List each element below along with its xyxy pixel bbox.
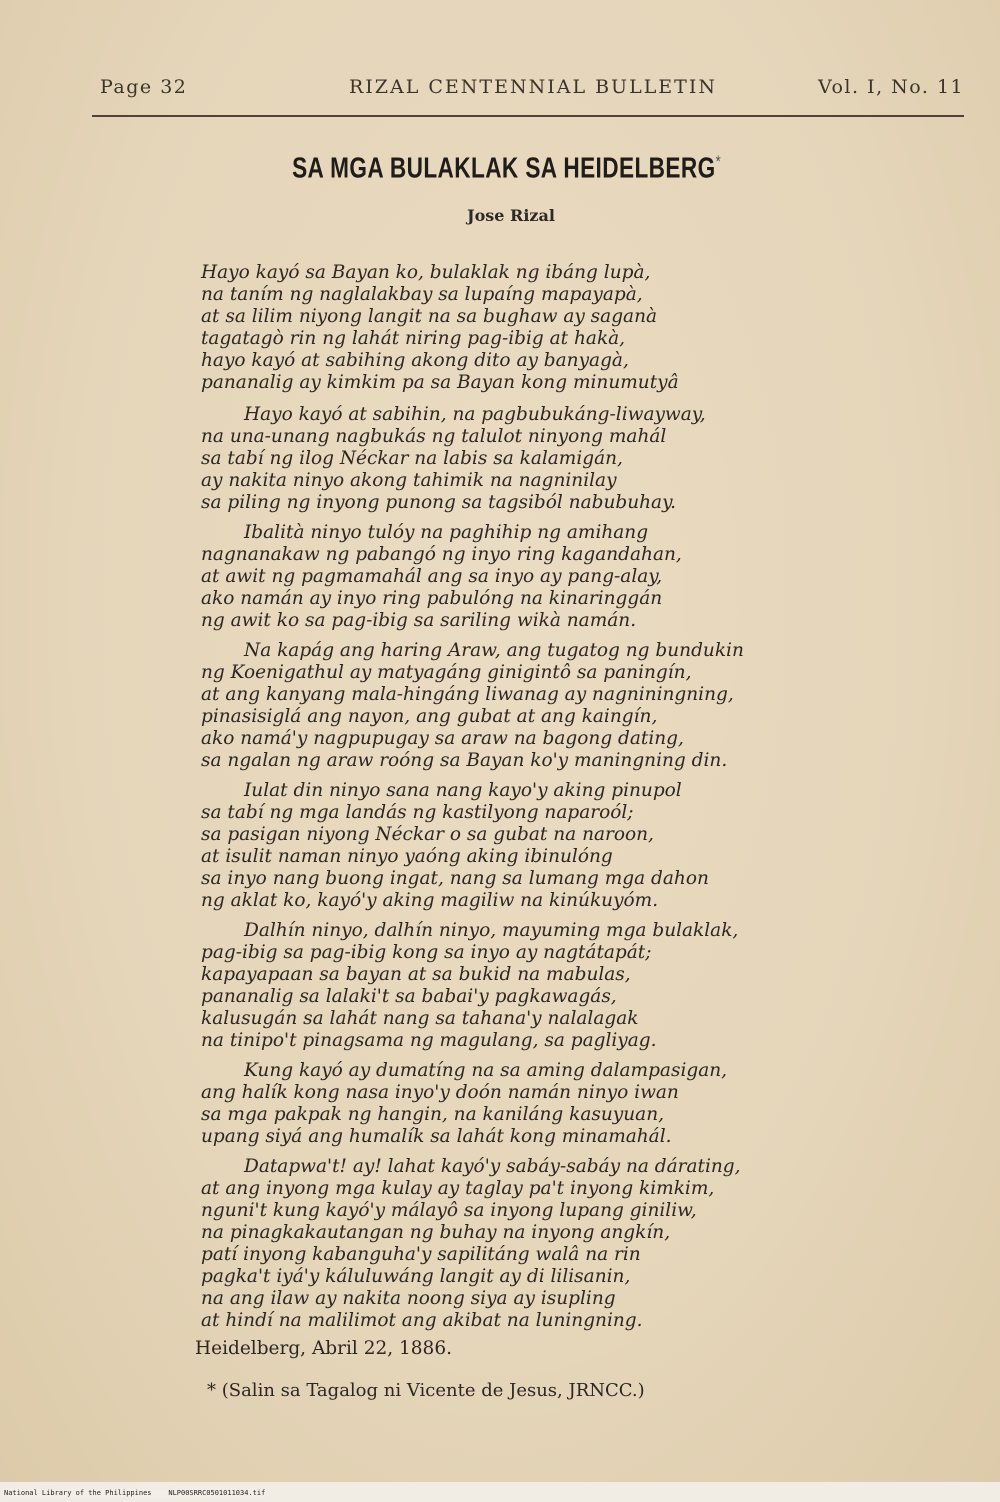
- poem-line: Na kapág ang haring Araw, ang tugatog ng bundukin: [244, 640, 744, 661]
- poem-line: at sa lilim niyong langit na sa bughaw ay saganà: [201, 306, 658, 327]
- poem-line: na tinipo't pinagsama ng magulang, sa pagliyag.: [201, 1030, 657, 1051]
- poem-title-text: SA MGA BULAKLAK SA HEIDELBERG: [292, 152, 716, 185]
- poem-line: Kung kayó ay dumatíng na sa aming dalampasigan,: [244, 1060, 728, 1081]
- poem-line: ng awit ko sa pag-ibig sa sariling wikà namán.: [201, 610, 637, 631]
- poem-line: na taním ng naglalakbay sa lupaíng mapayapà,: [201, 284, 643, 305]
- poem-line: ng aklat ko, kayó'y aking magiliw na kinúkuyóm.: [201, 890, 659, 911]
- page-number: Page 32: [100, 76, 188, 98]
- poem-line: sa inyo nang buong ingat, nang sa lumang mga dahon: [201, 868, 709, 889]
- poem-line: ako namán ay inyo ring pabulóng na kinaringgán: [201, 588, 663, 609]
- scan-identifier: National Library of the Philippines NLP00SRRC0501011034.tif: [4, 1489, 266, 1497]
- poem-line: pag-ibig sa pag-ibig kong sa inyo ay nagtátapát;: [201, 942, 652, 963]
- poem-line: at ang kanyang mala-hingáng liwanag ay nagniningning,: [201, 684, 734, 705]
- poem-line: at ang inyong mga kulay ay taglay pa't inyong kimkim,: [201, 1178, 715, 1199]
- poem-line: at isulit naman ninyo yaóng aking ibinulóng: [201, 846, 613, 867]
- poem-line: nguni't kung kayó'y málayô sa inyong lupang giniliw,: [201, 1200, 697, 1221]
- poem-line: patí inyong kabanguha'y sapilitáng walâ na rin: [201, 1244, 641, 1265]
- poem-line: na ang ilaw ay nakita noong siya ay isupling: [201, 1288, 616, 1309]
- poem-line: ay nakita ninyo akong tahimik na nagninilay: [201, 470, 617, 491]
- poem-line: nagnanakaw ng pabangó ng inyo ring kagandahan,: [201, 544, 682, 565]
- poem-line: sa tabí ng mga landás ng kastilyong naparoól;: [201, 802, 634, 823]
- journal-title: RIZAL CENTENNIAL BULLETIN: [349, 76, 717, 98]
- poem-line: Hayo kayó sa Bayan ko, bulaklak ng ibáng lupà,: [201, 262, 651, 283]
- poem-line: ng Koenigathul ay matyagáng ginigintô sa paningín,: [201, 662, 692, 683]
- poem-line: pagka't iyá'y káluluwáng langit ay di lilisanin,: [201, 1266, 631, 1287]
- poem-line: sa mga pakpak ng hangin, na kaniláng kasuyuan,: [201, 1104, 664, 1125]
- poem-line: Ibalità ninyo tulóy na paghihip ng amihang: [244, 522, 649, 543]
- poem-line: upang siyá ang humalík sa lahát kong minamahál.: [201, 1126, 672, 1147]
- translation-footnote: * (Salin sa Tagalog ni Vicente de Jesus, JRNCC.): [207, 1380, 645, 1401]
- poem-line: at hindí na malilimot ang akibat na luningning.: [201, 1310, 643, 1331]
- poem-line: sa tabí ng ilog Néckar na labis sa kalamigán,: [201, 448, 623, 469]
- poem-line: na pinagkakautangan ng buhay na inyong angkín,: [201, 1222, 671, 1243]
- poem-line: kalusugán sa lahát nang sa tahana'y nalalagak: [201, 1008, 639, 1029]
- poem-line: Datapwa't! ay! lahat kayó'y sabáy-sabáy na dárating,: [244, 1156, 741, 1177]
- poem-line: sa pasigan niyong Néckar o sa gubat na naroon,: [201, 824, 654, 845]
- poem-line: pinasisiglá ang nayon, ang gubat at ang kaingín,: [201, 706, 658, 727]
- poem-line: Iulat din ninyo sana nang kayo'y aking pinupol: [244, 780, 682, 801]
- poem-line: sa ngalan ng araw roóng sa Bayan ko'y maningning din.: [201, 750, 728, 771]
- header-rule: [92, 115, 964, 117]
- poem-line: ako namá'y nagpupugay sa araw na bagong dating,: [201, 728, 684, 749]
- poem-line: pananalig ay kimkim pa sa Bayan kong minumutyâ: [201, 372, 679, 393]
- title-footnote-mark: *: [715, 152, 722, 171]
- poem-line: ang halík kong nasa inyo'y doón namán ninyo iwan: [201, 1082, 679, 1103]
- poem-line: hayo kayó at sabihing akong dito ay banyagà,: [201, 350, 629, 371]
- poem-line: tagatagò rin ng lahát niring pag-ibig at hakà,: [201, 328, 626, 349]
- poem-author: Jose Rizal: [467, 206, 555, 225]
- poem-line: Hayo kayó at sabihin, na pagbubukáng-liwayway,: [244, 404, 706, 425]
- volume-issue: Vol. I, No. 11: [818, 76, 965, 98]
- poem-line: sa piling ng inyong punong sa tagsiból nabubuhay.: [201, 492, 676, 513]
- poem-line: at awit ng pagmamahál ang sa inyo ay pang-alay,: [201, 566, 663, 587]
- poem-line: Dalhín ninyo, dalhín ninyo, mayuming mga bulaklak,: [244, 920, 739, 941]
- poem-title: [117, 152, 897, 186]
- poem-line: kapayapaan sa bayan at sa bukid na mabulas,: [201, 964, 631, 985]
- poem-line: pananalig sa lalaki't sa babai'y pagkawagás,: [201, 986, 617, 1007]
- place-and-date: Heidelberg, Abril 22, 1886.: [195, 1338, 452, 1359]
- poem-line: na una-unang nagbukás ng talulot ninyong mahál: [201, 426, 667, 447]
